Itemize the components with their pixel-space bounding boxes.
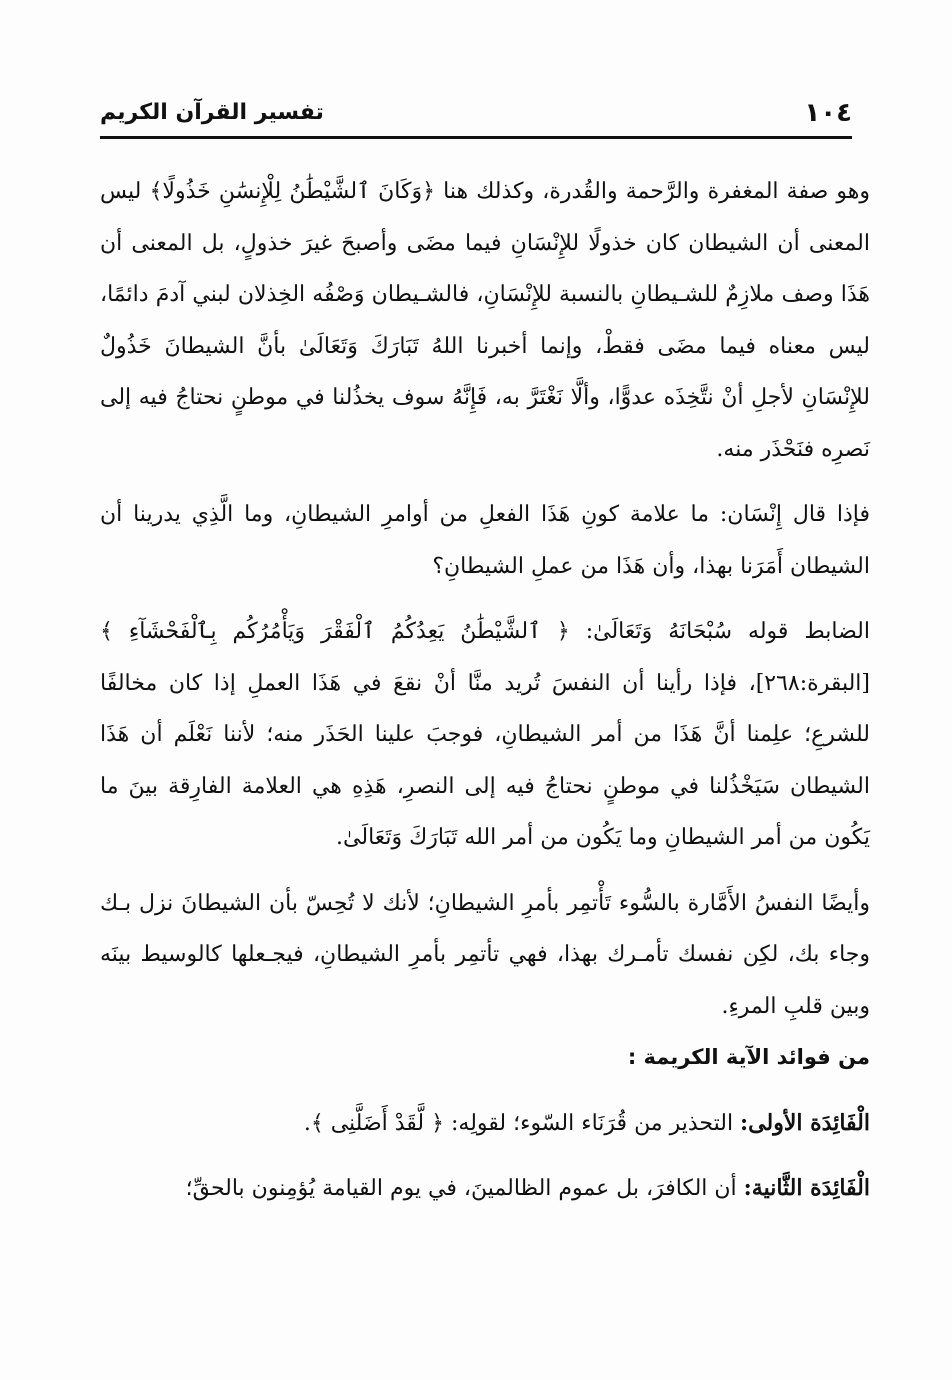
section-heading: من فوائد الآية الكريمة : [627, 1045, 870, 1069]
page-number: ١٠٤ [804, 98, 852, 128]
paragraph: وأيضًا النفسُ الأَمَّارة بالسُّوء تَأْتمِر بأمرِ الشيطانِ؛ لأنك لا تُحِسّ بأن الشيطانَ نزل بـك وجاء بك، لكِن نفسك تأمـرك بهذا، فهي تأتمِر بأمرِ الشيطانِ، فيجـعلها كالوسيط بينَه وبين قلبِ المرءِ. [100, 890, 870, 1019]
benefit-text: التحذير من قُرَنَاء السّوء؛ لقولِه: ﴿ لَّقَدْ أَضَلَّنِى ﴾. [303, 1110, 741, 1136]
paragraph: فإذا قال إِنْسَان: ما علامة كونِ هَذَا الفعلِ من أوامرِ الشيطانِ، وما الَّذِي يدرينا أن الشيطان أَمَرَنا بهذا، وأن هَذَا من عملِ الشيطانِ؟ [100, 502, 870, 579]
page-body [100, 166, 870, 1215]
running-title: تفسير القرآن الكريم [100, 100, 324, 125]
benefit-label: الْفَائِدَة الأولى: [740, 1109, 870, 1136]
benefit-label: الْفَائِدَة الثَّانية: [743, 1175, 870, 1201]
paragraph: الضابط قوله سُبْحَانَهُ وَتَعَالَىٰ: ﴿ ٱلشَّيْطَٰنُ يَعِدُكُمُ ٱلْفَقْرَ وَيَأْمُرُكُم بِٱلْفَحْشَآءِ ﴾ [البقرة:٢٦٨]، فإذا رأينا أن النفسَ تُريد منَّا أنْ نقعَ في هَذَا العملِ إذا كان مخالفًا للشرعِ؛ علِمنا أنَّ هَذَا من أمر الشيطانِ، فوجبَ علينا الحَذَر منه؛ لأننا نَعْلَم أن هَذَا الشيطان سَيَخْذُلنا في موطنٍ نحتاجُ فيه إلى النصرِ، هَذِهِ هي العلامة الفارِقة بينَ ما يَكُون من أمر الشيطانِ وما يَكُون من أمر الله تَبَارَكَ وَتَعَالَىٰ. [100, 619, 870, 850]
benefit-item [100, 1098, 870, 1150]
benefit-text: أن الكافرَ، بل عموم الظالمينَ، في يوم القيامة يُؤمِنون بالحقِّ؛ [185, 1176, 744, 1201]
benefit-item [100, 1163, 870, 1215]
paragraph: وهو صفة المغفرة والرَّحمة والقُدرة، وكذلك هنا ﴿وَكَانَ ٱلشَّيْطَٰنُ لِلْإِنسَٰنِ خَذُولًا﴾ ليس المعنى أن الشيطان كان خذولًا للإِنْسَانِ فيما مضَى وأصبحَ غيرَ خذولٍ، بل المعنى أن هَذَا وصف ملازِمٌ للشـيطانِ بالنسبة للإِنْسَانِ، فالشـيطان وَصْفُه الخِذلان لبني آدمَ دائمًا، ليس معناه فيما مضَى فقطْ، وإنما أخبرنا اللهُ تَبَارَكَ وَتَعَالَىٰ بأنَّ الشيطانَ خَذُولٌ للإِنْسَانِ لأجلِ أنْ نتَّخِذَه عدوًّا، وألَّا نَغْتَرَّ به، فَإِنَّهُ سوف يخذُلنا في موطنٍ نحتاجُ فيه إلى نَصرِه فنَحْذَر منه. [100, 179, 870, 462]
page-header [100, 96, 852, 132]
header-divider [100, 136, 852, 139]
